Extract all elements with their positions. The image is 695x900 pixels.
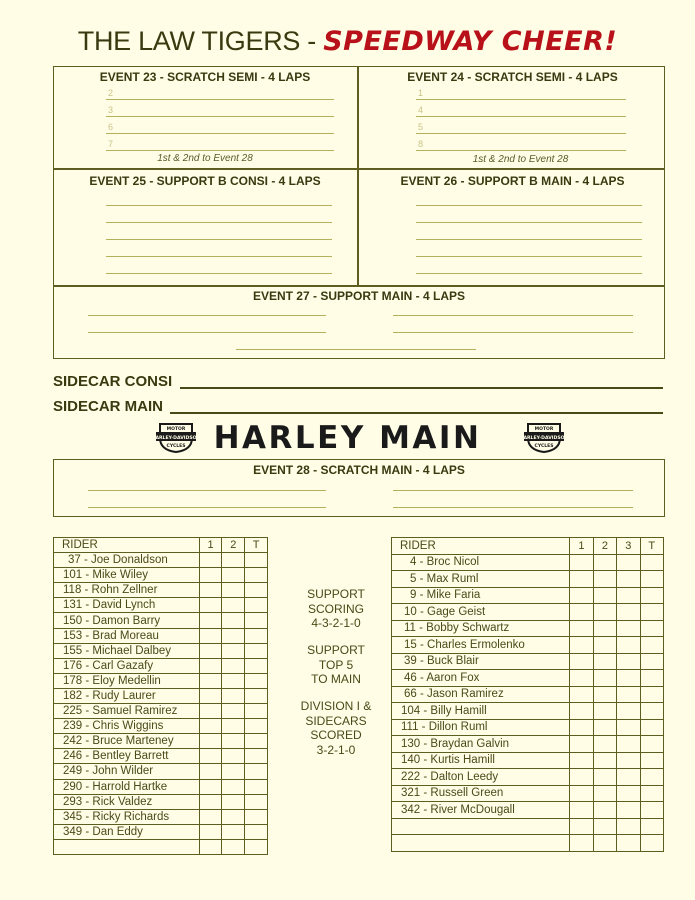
event-24-position-number: 4 (418, 105, 424, 115)
score-cell[interactable] (245, 824, 268, 839)
score-cell[interactable] (245, 658, 268, 673)
rider-name-cell: 246 - Bentley Barrett (54, 749, 200, 764)
score-cell[interactable] (245, 839, 268, 854)
score-cell[interactable] (570, 703, 593, 720)
score-cell[interactable] (640, 752, 663, 769)
score-cell[interactable] (199, 598, 222, 613)
rider-name-cell: 39 - Buck Blair (392, 653, 570, 670)
score-cell[interactable] (617, 785, 640, 802)
score-cell[interactable] (617, 686, 640, 703)
score-cell[interactable] (570, 637, 593, 654)
score-cell[interactable] (640, 769, 663, 786)
score-cell[interactable] (593, 554, 616, 571)
score-cell[interactable] (222, 824, 245, 839)
rider-name-cell: 111 - Dillon Ruml (392, 719, 570, 736)
score-cell[interactable] (245, 568, 268, 583)
table-row (54, 734, 268, 749)
logo-bottom-text: CYCLES (534, 444, 554, 449)
table-row (54, 719, 268, 734)
score-cell[interactable] (593, 571, 616, 588)
table-row (392, 637, 664, 654)
score-cell[interactable] (199, 704, 222, 719)
rider-name-cell: 222 - Dalton Leedy (392, 769, 570, 786)
score-cell[interactable] (245, 688, 268, 703)
logo-text: HARLEY-DAVIDSON (519, 436, 569, 441)
score-cell[interactable] (199, 658, 222, 673)
event-24-position-number: 5 (418, 122, 424, 132)
table-row (392, 670, 664, 687)
score-cell[interactable] (617, 835, 640, 852)
event-27-line (393, 332, 633, 333)
logo-bottom-text: CYCLES (166, 444, 186, 449)
event-24-title: EVENT 24 - SCRATCH SEMI - 4 LAPS (407, 70, 618, 84)
score-cell[interactable] (593, 818, 616, 835)
rider-name-cell: 225 - Samuel Ramirez (54, 704, 200, 719)
score-cell[interactable] (245, 643, 268, 658)
event-28-line (393, 507, 633, 508)
rider-name-cell: 242 - Bruce Marteney (54, 734, 200, 749)
score-cell[interactable] (199, 583, 222, 598)
score-cell[interactable] (617, 637, 640, 654)
score-cell[interactable] (640, 736, 663, 753)
score-cell[interactable] (222, 749, 245, 764)
score-cell[interactable] (222, 643, 245, 658)
score-cell[interactable] (245, 583, 268, 598)
table-row (392, 752, 664, 769)
event-27-line (236, 349, 476, 350)
rider-name-cell: 239 - Chris Wiggins (54, 719, 200, 734)
sidecar-consi-label: SIDECAR CONSI (53, 373, 173, 390)
rider-name-cell: 5 - Max Ruml (392, 571, 570, 588)
event-23-position-number: 2 (108, 88, 114, 98)
score-cell[interactable] (640, 571, 663, 588)
score-cell[interactable] (222, 704, 245, 719)
events-vertical-divider (357, 66, 359, 286)
event-26-line (416, 256, 642, 257)
score-cell[interactable] (570, 752, 593, 769)
table-row (54, 688, 268, 703)
score-cell[interactable] (245, 553, 268, 568)
score-cell[interactable] (593, 736, 616, 753)
score-cell[interactable] (640, 554, 663, 571)
table-row (392, 818, 664, 835)
score-cell[interactable] (222, 658, 245, 673)
score-cell[interactable] (570, 587, 593, 604)
logo-top-text: MOTOR (534, 427, 554, 432)
table-row (54, 568, 268, 583)
table-header-row (392, 538, 664, 555)
score-cell[interactable] (570, 769, 593, 786)
score-cell[interactable] (593, 719, 616, 736)
rider-name-cell: 46 - Aaron Fox (392, 670, 570, 687)
event-23-position-number: 7 (108, 139, 114, 149)
event-23-position-number: 3 (108, 105, 114, 115)
event-23-position-line (106, 150, 334, 151)
score-cell[interactable] (570, 620, 593, 637)
right-rider-table (391, 537, 664, 852)
rider-name-cell: 131 - David Lynch (54, 598, 200, 613)
event-26-title: EVENT 26 - SUPPORT B MAIN - 4 LAPS (400, 174, 625, 188)
sidecar-main-line (170, 412, 663, 414)
table-row (392, 604, 664, 621)
score-cell[interactable] (593, 686, 616, 703)
round-column-header: 1 (199, 538, 222, 553)
table-row (392, 620, 664, 637)
score-cell[interactable] (222, 568, 245, 583)
score-cell[interactable] (593, 670, 616, 687)
score-cell[interactable] (199, 553, 222, 568)
event-25-line (106, 256, 332, 257)
event-26-line (416, 273, 642, 274)
table-row (392, 554, 664, 571)
score-cell[interactable] (640, 785, 663, 802)
event-24-position-line (416, 99, 626, 100)
rider-name-cell: 104 - Billy Hamill (392, 703, 570, 720)
event-27-line (88, 332, 326, 333)
round-column-header: 2 (222, 538, 245, 553)
round-column-header: T (245, 538, 268, 553)
scoring-block-2 (282, 643, 390, 687)
event-23-position-line (106, 99, 334, 100)
event-24-position-line (416, 133, 626, 134)
score-cell[interactable] (222, 734, 245, 749)
score-cell[interactable] (640, 703, 663, 720)
score-cell[interactable] (199, 734, 222, 749)
event-24-position-number: 8 (418, 139, 424, 149)
score-cell[interactable] (593, 653, 616, 670)
table-row (392, 686, 664, 703)
rider-name-cell: 140 - Kurtis Hamill (392, 752, 570, 769)
rider-name-cell (54, 839, 200, 854)
score-cell[interactable] (617, 670, 640, 687)
event-24-note: 1st & 2nd to Event 28 (472, 154, 569, 165)
score-cell[interactable] (617, 587, 640, 604)
score-cell[interactable] (245, 764, 268, 779)
table-row (54, 839, 268, 854)
event-23-position-line (106, 116, 334, 117)
rider-name-cell: 153 - Brad Moreau (54, 628, 200, 643)
table-row (54, 673, 268, 688)
rider-name-cell: 290 - Harrold Hartke (54, 779, 200, 794)
score-cell[interactable] (245, 704, 268, 719)
event-25-line (106, 205, 332, 206)
score-cell[interactable] (245, 809, 268, 824)
score-cell[interactable] (640, 686, 663, 703)
score-cell[interactable] (199, 568, 222, 583)
score-cell[interactable] (199, 643, 222, 658)
rider-column-header: RIDER (392, 538, 570, 555)
table-row (54, 749, 268, 764)
event-26-line (416, 222, 642, 223)
score-cell[interactable] (222, 719, 245, 734)
score-cell[interactable] (570, 670, 593, 687)
score-cell[interactable] (617, 620, 640, 637)
rider-name-cell: 4 - Broc Nicol (392, 554, 570, 571)
score-cell[interactable] (245, 598, 268, 613)
scoring-block-3 (282, 699, 390, 757)
score-cell[interactable] (593, 604, 616, 621)
score-cell[interactable] (199, 779, 222, 794)
scoring-line: 4-3-2-1-0 (311, 616, 361, 630)
scoring-line: SUPPORT (307, 643, 365, 657)
score-cell[interactable] (199, 628, 222, 643)
round-column-header: T (640, 538, 663, 555)
score-cell[interactable] (640, 653, 663, 670)
score-cell[interactable] (245, 673, 268, 688)
score-cell[interactable] (245, 794, 268, 809)
score-cell[interactable] (222, 839, 245, 854)
rider-name-cell: 293 - Rick Valdez (54, 794, 200, 809)
harley-logo-icon (519, 420, 569, 454)
table-row (392, 802, 664, 819)
rider-name-cell: 182 - Rudy Laurer (54, 688, 200, 703)
score-cell[interactable] (570, 719, 593, 736)
score-cell[interactable] (593, 637, 616, 654)
score-cell[interactable] (570, 818, 593, 835)
score-cell[interactable] (570, 785, 593, 802)
score-cell[interactable] (617, 653, 640, 670)
rider-name-cell: 155 - Michael Dalbey (54, 643, 200, 658)
rider-name-cell: 342 - River McDougall (392, 802, 570, 819)
logo-text: HARLEY-DAVIDSON (151, 436, 201, 441)
table-row (54, 809, 268, 824)
score-cell[interactable] (199, 764, 222, 779)
score-cell[interactable] (617, 604, 640, 621)
table-row (54, 583, 268, 598)
scoring-line: 3-2-1-0 (316, 742, 356, 757)
score-cell[interactable] (593, 769, 616, 786)
table-row (54, 764, 268, 779)
score-cell[interactable] (640, 835, 663, 852)
score-cell[interactable] (617, 571, 640, 588)
rider-name-cell: 345 - Ricky Richards (54, 809, 200, 824)
score-cell[interactable] (245, 734, 268, 749)
score-cell[interactable] (570, 604, 593, 621)
score-cell[interactable] (199, 719, 222, 734)
scoring-line: SCORING (307, 601, 364, 616)
score-cell[interactable] (617, 802, 640, 819)
score-cell[interactable] (245, 628, 268, 643)
scoring-line: SIDECARS (305, 713, 367, 728)
table-row (54, 779, 268, 794)
score-cell[interactable] (640, 620, 663, 637)
table-row (54, 704, 268, 719)
table-header-row (54, 538, 268, 553)
event-25-line (106, 222, 332, 223)
score-cell[interactable] (245, 719, 268, 734)
title-plain: THE LAW TIGERS - (77, 26, 324, 56)
rider-name-cell (392, 835, 570, 852)
event-24-position-line (416, 150, 626, 151)
rider-name-cell (392, 818, 570, 835)
score-cell[interactable] (593, 703, 616, 720)
left-rider-table (53, 537, 268, 855)
harley-main-title: HARLEY MAIN (213, 420, 482, 456)
rider-name-cell: 10 - Gage Geist (392, 604, 570, 621)
event-23-title: EVENT 23 - SCRATCH SEMI - 4 LAPS (99, 70, 311, 84)
logo-top-text: MOTOR (166, 427, 186, 432)
scoring-line: SUPPORT (307, 587, 365, 601)
score-cell[interactable] (222, 613, 245, 628)
table-row (392, 571, 664, 588)
score-cell[interactable] (570, 802, 593, 819)
events-divider-1 (53, 168, 665, 170)
table-row (392, 703, 664, 720)
rider-name-cell: 130 - Braydan Galvin (392, 736, 570, 753)
score-cell[interactable] (617, 818, 640, 835)
table-row (392, 587, 664, 604)
score-cell[interactable] (640, 818, 663, 835)
score-cell[interactable] (617, 752, 640, 769)
event-27-line (88, 315, 326, 316)
event-27-title: EVENT 27 - SUPPORT MAIN - 4 LAPS (252, 289, 466, 303)
score-cell[interactable] (199, 824, 222, 839)
score-cell[interactable] (593, 802, 616, 819)
score-cell[interactable] (199, 839, 222, 854)
score-cell[interactable] (222, 764, 245, 779)
score-cell[interactable] (617, 769, 640, 786)
score-cell[interactable] (640, 802, 663, 819)
score-cell[interactable] (570, 736, 593, 753)
event-24-position-line (416, 116, 626, 117)
rider-column-header: RIDER (54, 538, 200, 553)
score-cell[interactable] (570, 571, 593, 588)
table-row (54, 658, 268, 673)
rider-name-cell: 249 - John Wilder (54, 764, 200, 779)
sidecar-main-label: SIDECAR MAIN (53, 398, 164, 415)
score-cell[interactable] (570, 835, 593, 852)
event-25-line (106, 239, 332, 240)
rider-name-cell: 176 - Carl Gazafy (54, 658, 200, 673)
score-cell[interactable] (593, 587, 616, 604)
table-row (392, 835, 664, 852)
table-row (54, 824, 268, 839)
round-column-header: 3 (617, 538, 640, 555)
event-23-position-line (106, 133, 334, 134)
event-23-note: 1st & 2nd to Event 28 (157, 153, 253, 164)
rider-name-cell: 11 - Bobby Schwartz (392, 620, 570, 637)
sidecar-consi-line (180, 387, 663, 389)
scoring-line: SCORED (310, 728, 362, 742)
score-cell[interactable] (617, 719, 640, 736)
score-cell[interactable] (222, 688, 245, 703)
rider-name-cell: 66 - Jason Ramirez (392, 686, 570, 703)
events-divider-2 (53, 285, 665, 287)
score-cell[interactable] (593, 752, 616, 769)
score-cell[interactable] (222, 553, 245, 568)
rider-name-cell: 349 - Dan Eddy (54, 824, 200, 839)
table-row (54, 628, 268, 643)
score-cell[interactable] (222, 779, 245, 794)
score-cell[interactable] (222, 583, 245, 598)
table-row (392, 785, 664, 802)
event-27-line (393, 315, 633, 316)
score-cell[interactable] (245, 613, 268, 628)
event-26-line (416, 205, 642, 206)
score-cell[interactable] (593, 620, 616, 637)
scoring-block-1 (282, 587, 390, 631)
event-25-line (106, 273, 332, 274)
score-cell[interactable] (222, 794, 245, 809)
event-24-position-number: 1 (418, 88, 424, 98)
score-cell[interactable] (199, 809, 222, 824)
rider-name-cell: 37 - Joe Donaldson (54, 553, 200, 568)
event-25-title: EVENT 25 - SUPPORT B CONSI - 4 LAPS (89, 174, 321, 188)
title-accent: SPEEDWAY CHEER! (323, 26, 618, 57)
event-28-line (393, 490, 633, 491)
score-cell[interactable] (245, 749, 268, 764)
score-cell[interactable] (199, 688, 222, 703)
score-cell[interactable] (199, 794, 222, 809)
round-column-header: 2 (593, 538, 616, 555)
event-26-line (416, 239, 642, 240)
table-row (392, 719, 664, 736)
score-cell[interactable] (245, 779, 268, 794)
score-cell[interactable] (640, 587, 663, 604)
table-row (54, 613, 268, 628)
rider-name-cell: 118 - Rohn Zellner (54, 583, 200, 598)
score-cell[interactable] (222, 628, 245, 643)
score-cell[interactable] (617, 703, 640, 720)
score-cell[interactable] (617, 736, 640, 753)
event-28-line (88, 490, 326, 491)
rider-name-cell: 321 - Russell Green (392, 785, 570, 802)
score-cell[interactable] (199, 673, 222, 688)
score-cell[interactable] (640, 670, 663, 687)
rider-name-cell: 101 - Mike Wiley (54, 568, 200, 583)
scoring-line: TO MAIN (311, 672, 361, 686)
table-row (392, 769, 664, 786)
score-cell[interactable] (199, 613, 222, 628)
table-row (392, 736, 664, 753)
table-row (54, 553, 268, 568)
rider-name-cell: 150 - Damon Barry (54, 613, 200, 628)
table-row (54, 598, 268, 613)
score-cell[interactable] (222, 809, 245, 824)
table-row (54, 643, 268, 658)
score-cell[interactable] (199, 749, 222, 764)
score-cell[interactable] (617, 554, 640, 571)
rider-name-cell: 178 - Eloy Medellin (54, 673, 200, 688)
table-row (54, 794, 268, 809)
table-row (392, 653, 664, 670)
round-column-header: 1 (570, 538, 593, 555)
score-cell[interactable] (570, 653, 593, 670)
score-cell[interactable] (640, 637, 663, 654)
event-28-line (88, 507, 326, 508)
score-cell[interactable] (640, 719, 663, 736)
event-28-title: EVENT 28 - SCRATCH MAIN - 4 LAPS (253, 463, 465, 477)
score-cell[interactable] (222, 673, 245, 688)
scoring-line: DIVISION I & (300, 699, 372, 713)
event-23-position-number: 6 (108, 122, 114, 132)
score-cell[interactable] (570, 686, 593, 703)
rider-name-cell: 15 - Charles Ermolenko (392, 637, 570, 654)
score-cell[interactable] (222, 598, 245, 613)
score-cell[interactable] (593, 785, 616, 802)
score-cell[interactable] (593, 835, 616, 852)
rider-name-cell: 9 - Mike Faria (392, 587, 570, 604)
scoring-line: TOP 5 (318, 657, 354, 672)
score-cell[interactable] (570, 554, 593, 571)
score-cell[interactable] (640, 604, 663, 621)
page-title (0, 26, 695, 57)
